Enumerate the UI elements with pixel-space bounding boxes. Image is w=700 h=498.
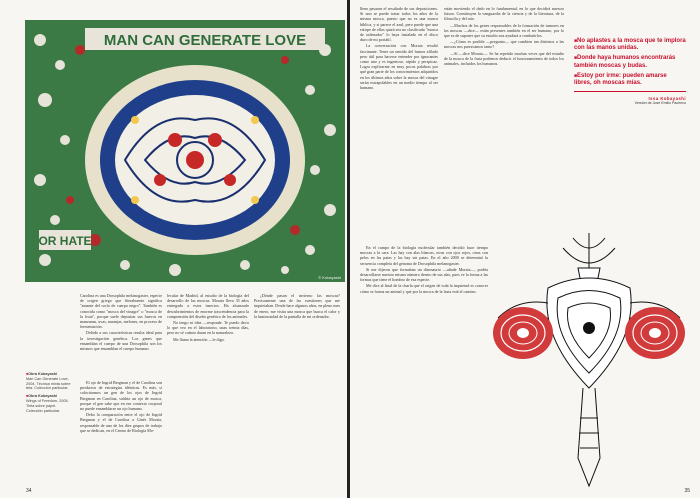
paragraph: En el campo de la biología molecular también decidió hace tiempo moscas a la cara. Las hay con alas blancas, otras con ojos rojos, otras con pelos en las patas y las hay sin patas. En el año 2000 se determinó la secuencia completa del genoma de Drosophila melanogaster. — [360, 245, 488, 266]
caption-note-body: Man Can Generate Love, 2004. Técnica mixta sobre tela. Colección particular. — [26, 376, 71, 391]
caption-note-head: ■ Obra Kobayashi — [26, 394, 72, 399]
quote-translator: Versión de José Emilio Pacheco — [634, 101, 686, 106]
paragraph: Carolina es una Drosophila melanogaster, especie de origen griego que literalmente significa "amante del rocío de cuerpo negro". También es conocida como "mosca del vinagre" o "mosca de la fruta", porque suele depositar sus huevos en manzanas, uvas, naranjas, melones, en proceso de fermentación. — [80, 293, 162, 330]
page-number-left: 34 — [26, 488, 32, 494]
caption-note-head: ■ Obra Kobayashi — [26, 372, 72, 377]
paragraph: La conversación con Morata resultó fascinante. Tener un sentido del humor afilado pero útil para hacerse entender por ignorantes como uno y es ingenioso, rápido y perspicaz. Logra explicarme en muy pocas palabras por qué gran parte de los conocimientos adquiridos en los últimos años sobre la mosca del vinagre serán extrapolables en un medio tiempo al ser humano. — [360, 43, 438, 91]
paragraph: ¿Dónde pasan el invierno las moscas? Precisamente una de las cuestiones que me inquietaban. Desde hace algunos años, en pleno mes de enero, me visita una mosca que busca el calor y la luminosidad de la pantalla de mi ordenador. — [254, 293, 340, 319]
paragraph: Si me dijeron que formaban un dinosaurio —añade Morata—, podría desarrollarse nuestro mismo número dentro de sus alas, pues ve la forma a las formas que tiene el hombro de esa especie. — [360, 266, 488, 283]
quote-line: ■ No aplastes a la mosca que te implora con las manos unidas. — [574, 38, 686, 52]
page-number-right: 35 — [684, 488, 690, 494]
left-column-c — [167, 293, 249, 343]
paragraph: —Muchos de los genes responsables de la formación de tumores en las moscas —dice— están presentes también en el ser humano, por lo que es de suponer que su estudio nos ayudará a combatirlos. — [444, 22, 564, 39]
right-column-a — [360, 6, 438, 91]
caption-note — [26, 394, 72, 413]
pull-quote — [574, 38, 686, 106]
artwork-credit: © Kobayashi — [318, 275, 341, 280]
left-column-b — [80, 380, 162, 434]
quote-line: ■ Estoy por irme: pueden amarse libres, oh moscas mías. — [574, 73, 686, 87]
right-column-b-lower — [360, 245, 488, 295]
artwork-banner-text: MAN CAN GENERATE LOVE — [103, 32, 307, 49]
paragraph: No tengo ni idea —responde. Te puedo decir lo que veo en el laboratorio, unas treinta días, pero no sé cuánto duran en la naturaleza. — [167, 320, 249, 336]
paragraph: lleno pasaron el resultado de sus deposiciones. Si uno se puede tratar todos los años de la misma mosca, puesto que no es una mosca bíblica, y si parece el azul, pero puede que una estirpe de ellas quizá sea no clasificada "mosca de ordenador" lo haya instalado en el disco duro de mi portátil. — [360, 6, 438, 43]
quote-attribution — [574, 91, 686, 106]
paragraph: Me dice al final de la charla que el origen de toda la inquietud es conocer cómo se forma un animal y que por la mosca de la fruta está el camino. — [360, 283, 488, 294]
paragraph: Debo la comparación entre el ojo de Ingrid Bergman y el de Carolina a Ginés Morata, responsable de uno de los diez grupos de trabajo que se dedican, en el Centro de Biología Mo- — [80, 412, 162, 433]
paragraph: están moviendo el dedo en lo fundamental, en lo que decidirá nuestro futuro. Constituyen la vanguardia de la ciencia y de la literatura, de la filosofía y del arte. — [444, 6, 564, 22]
left-page — [0, 0, 347, 498]
caption-note — [26, 372, 72, 391]
quote-author: Issa Kobayashi — [648, 96, 686, 102]
left-column-a — [80, 293, 162, 352]
left-column-d — [254, 293, 340, 320]
quote-line: ■ Donde haya humanos encontrarás también moscas y budas. — [574, 55, 686, 69]
divider — [574, 91, 686, 92]
paragraph: Me llama la atención —le digo. — [173, 336, 225, 342]
caption-notes — [26, 372, 72, 413]
artwork-painting — [25, 20, 345, 282]
right-column-b — [444, 6, 564, 67]
paragraph: —Sí —dice Morata—. Se ha repetido muchas veces que del estudio de la mosca de la fruta podemos deducir el funcionamiento de todos los animales, incluidos los humanos. — [444, 50, 564, 67]
paragraph: Debido a sus características resulta ideal para la investigación genética. Los genes que ensamblan el cuerpo de una Drosophila son los mismos que ensamblan el cuerpo humano. — [80, 330, 162, 352]
paragraph: El ojo de Ingrid Bergman y el de Carolina son productos de estrategias idénticas. Es más, si colocáramos un gen de los ojos de Ingrid Bergman en Carolina, saldría un ojo de mosca, porque el gen sabe que en ese contexto corporal no puede ensamblarse un ojo humano. — [80, 380, 162, 412]
artwork-side-text: OR HATE — [38, 234, 92, 248]
caption-note-body: Wings of Freedom, 2005. Tinta sobre papel. Colección particular. — [26, 398, 69, 413]
ink-drawing — [488, 228, 690, 493]
paragraph: —¿Cómo es posible —pregunto— que cambien tan distintos a las moscas nos parezcamos tanto? — [444, 39, 564, 50]
paragraph: lecular de Madrid, al estudio de la biología del desarrollo de las moscas. Morata lleva 35 años entregado a estos insectos. Ha alcanzado descubrimientos de enorme trascendencia para la comprensión del diseño genético de los animales. — [167, 293, 249, 319]
